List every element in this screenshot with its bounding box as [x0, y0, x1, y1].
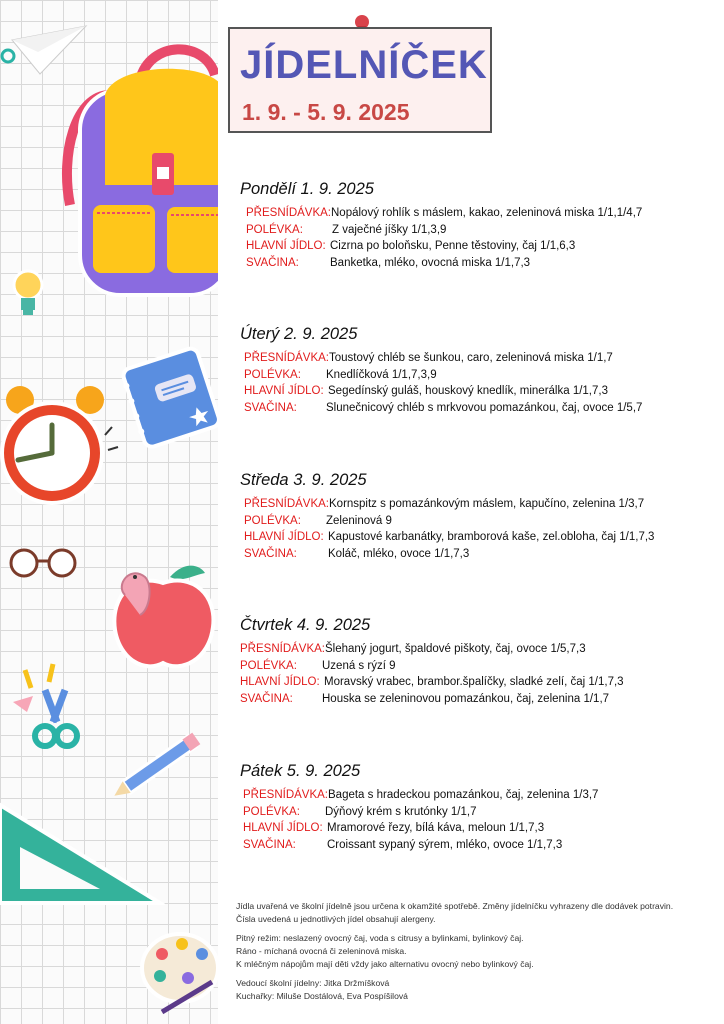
menu-row-main	[236, 820, 716, 837]
page-title: JÍDELNÍČEK	[240, 43, 488, 87]
menu-row-soup	[236, 658, 716, 675]
menu-row-breakfast	[236, 496, 716, 513]
day-title: Úterý 2. 9. 2025	[240, 325, 358, 343]
day-block-monday	[236, 180, 716, 271]
backpack-icon	[55, 35, 218, 300]
lightbulb-icon	[8, 265, 48, 320]
footer-notes	[236, 900, 716, 1009]
menu-row-snack	[236, 400, 716, 417]
menu-label: HLAVNÍ JÍDLO:	[240, 676, 320, 688]
menu-text: Cizrna po boloňsku, Penne těstoviny, čaj 1/1,6,3	[330, 240, 576, 252]
footer-note: Jídla uvařená ve školní jídelně jsou určena k okamžité spotřebě. Změny jídelníčku vyhrazeny dle dodávek potravin.	[236, 901, 674, 911]
menu-label: PŘESNÍDÁVKA:	[243, 789, 328, 801]
notebook-icon	[118, 345, 218, 450]
menu-text: Segedínský guláš, houskový knedlík, minerálka 1/1,7,3	[328, 385, 608, 397]
day-block-thursday	[236, 616, 716, 707]
menu-row-main	[236, 674, 716, 691]
menu-label: HLAVNÍ JÍDLO:	[244, 531, 324, 543]
day-block-tuesday	[236, 325, 716, 416]
menu-row-snack	[236, 255, 716, 272]
menu-text: Z vaječné jíšky 1/1,3,9	[332, 223, 447, 236]
menu-label: POLÉVKA:	[244, 368, 301, 381]
menu-label: PŘESNÍDÁVKA:	[244, 498, 329, 510]
menu-label: HLAVNÍ JÍDLO:	[244, 385, 324, 397]
menu-text: Kapustové karbanátky, bramborová kaše, zel.obloha, čaj 1/1,7,3	[328, 531, 655, 543]
day-block-friday	[236, 762, 716, 853]
scissors-icon	[5, 660, 95, 755]
menu-label: POLÉVKA:	[246, 223, 303, 236]
menu-text: Banketka, mléko, ovocná miska 1/1,7,3	[330, 256, 531, 269]
menu-row-snack	[236, 691, 716, 708]
menu-label: SVAČINA:	[244, 401, 297, 414]
menu-label: HLAVNÍ JÍDLO:	[246, 240, 326, 252]
menu-text: Knedlíčková 1/1,7,3,9	[326, 368, 437, 381]
menu-row-breakfast	[236, 205, 716, 222]
title-box	[228, 27, 492, 133]
menu-text: Uzená s rýzí 9	[322, 659, 396, 672]
menu-row-breakfast	[236, 641, 716, 658]
menu-label: SVAČINA:	[240, 692, 293, 705]
footer-drink-note: Ráno - míchaná ovocná či zeleninová miska.	[236, 946, 407, 956]
footer-note-block	[236, 900, 716, 926]
day-title: Středa 3. 9. 2025	[240, 471, 367, 489]
day-title: Pátek 5. 9. 2025	[240, 762, 361, 780]
menu-label: SVAČINA:	[243, 838, 296, 851]
palette-icon	[132, 920, 218, 1020]
menu-text: Šlehaný jogurt, špaldové piškoty, čaj, ovoce 1/5,7,3	[325, 643, 586, 655]
menu-row-main	[236, 383, 716, 400]
menu-text: Zeleninová 9	[326, 514, 392, 527]
date-range: 1. 9. - 5. 9. 2025	[242, 99, 410, 125]
menu-text: Dýňový krém s krutónky 1/1,7	[325, 805, 477, 818]
menu-label: HLAVNÍ JÍDLO:	[243, 822, 323, 834]
footer-drinks-block	[236, 932, 716, 971]
menu-label: POLÉVKA:	[243, 805, 300, 818]
menu-text: Moravský vrabec, brambor.špalíčky, sladké zelí, čaj 1/1,7,3	[324, 676, 624, 688]
footer-drink-note: K mléčným nápojům mají děti vždy jako alternativu ovocný nebo bylinkový čaj.	[236, 959, 534, 969]
decorative-sidebar	[0, 0, 218, 1024]
day-title: Čtvrtek 4. 9. 2025	[240, 616, 371, 634]
menu-label: POLÉVKA:	[240, 659, 297, 672]
menu-label: SVAČINA:	[246, 256, 299, 269]
glasses-icon	[4, 545, 84, 580]
menu-text: Koláč, mléko, ovoce 1/1,7,3	[328, 547, 470, 560]
alarm-clock-icon	[0, 385, 125, 520]
menu-text: Bageta s hradeckou pomazánkou, čaj, zelenina 1/3,7	[328, 789, 599, 801]
menu-row-soup	[236, 804, 716, 821]
menu-text: Croissant sypaný sýrem, mléko, ovoce 1/1,7,3	[327, 838, 563, 851]
footer-manager: Vedoucí školní jídelny: Jitka Držmíšková	[236, 978, 390, 988]
menu-label: POLÉVKA:	[244, 514, 301, 527]
menu-row-soup	[236, 513, 716, 530]
menu-row-soup	[236, 367, 716, 384]
footer-staff-block	[236, 977, 716, 1003]
footer-note: Čísla uvedená u jednotlivých jídel obsahují alergeny.	[236, 914, 436, 924]
apple-icon	[105, 555, 218, 675]
menu-label: SVAČINA:	[244, 547, 297, 560]
menu-text: Toustový chléb se šunkou, caro, zeleninová miska 1/1,7	[329, 352, 613, 364]
menu-row-main	[236, 238, 716, 255]
menu-row-breakfast	[236, 787, 716, 804]
menu-text: Mramorové řezy, bílá káva, meloun 1/1,7,3	[327, 822, 545, 834]
menu-text: Nopálový rohlík s máslem, kakao, zeleninová miska 1/1,1/4,7	[331, 207, 643, 219]
menu-row-snack	[236, 546, 716, 563]
menu-text: Slunečnicový chléb s mrkvovou pomazánkou, čaj, ovoce 1/5,7	[326, 401, 643, 414]
footer-drink-note: Pitný režim: neslazený ovocný čaj, voda s citrusy a bylinkami, bylinkový čaj.	[236, 933, 524, 943]
menu-text: Houska se zeleninovou pomazánkou, čaj, zelenina 1/1,7	[322, 692, 610, 705]
menu-row-snack	[236, 837, 716, 854]
menu-label: PŘESNÍDÁVKA:	[246, 207, 331, 219]
footer-cooks: Kuchařky: Miluše Dostálová, Eva Pospíšilová	[236, 991, 408, 1001]
menu-row-soup	[236, 222, 716, 239]
menu-text: Kornspitz s pomazánkovým máslem, kapučíno, zelenina 1/3,7	[329, 498, 645, 510]
menu-label: PŘESNÍDÁVKA:	[240, 643, 325, 655]
menu-label: PŘESNÍDÁVKA:	[244, 352, 329, 364]
set-square-icon	[0, 785, 165, 925]
menu-row-main	[236, 529, 716, 546]
day-block-wednesday	[236, 471, 716, 562]
menu-row-breakfast	[236, 350, 716, 367]
day-title: Pondělí 1. 9. 2025	[240, 180, 374, 198]
